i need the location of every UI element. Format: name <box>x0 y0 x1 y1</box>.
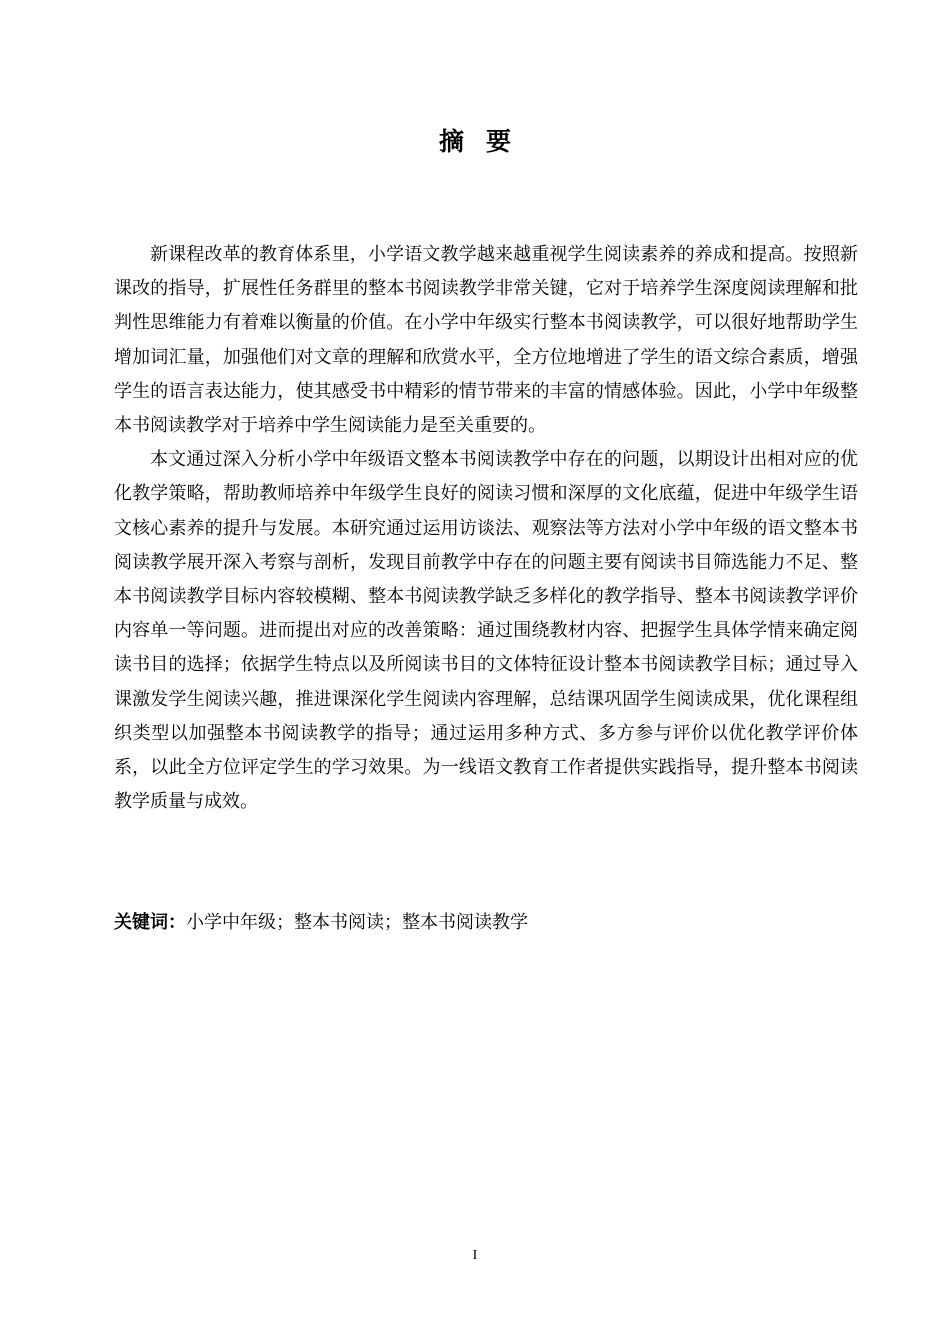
keywords-label: 关键词： <box>114 912 186 933</box>
title-char-2: 要 <box>486 127 512 156</box>
keywords-value: 小学中年级；整本书阅读；整本书阅读教学 <box>186 912 528 933</box>
page-title <box>0 122 950 158</box>
keywords-line <box>114 908 858 938</box>
page-number: I <box>472 1248 478 1263</box>
abstract-paragraph-1: 新课程改革的教育体系里，小学语文教学越来越重视学生阅读素养的养成和提高。按照新课改的指导，扩展性任务群里的整本书阅读教学非常关键，它对于培养学生深度阅读理解和批判性思维能力有着难以衡量的价值。在小学中年级实行整本书阅读教学，可以很好地帮助学生增加词汇量，加强他们对文章的理解和欣赏水平，全方位地增进了学生的语文综合素质，增强学生的语言表达能力，使其感受书中精彩的情节带来的丰富的情感体验。因此，小学中年级整本书阅读教学对于培养中学生阅读能力是至关重要的。 <box>114 244 858 437</box>
abstract-body <box>114 238 858 819</box>
abstract-paragraph-2: 本文通过深入分析小学中年级语文整本书阅读教学中存在的问题，以期设计出相对应的优化教学策略，帮助教师培养中年级学生良好的阅读习惯和深厚的文化底蕴，促进中年级学生语文核心素养的提升与发展。本研究通过运用访谈法、观察法等方法对小学中年级的语文整本书阅读教学展开深入考察与剖析，发现目前教学中存在的问题主要有阅读书目筛选能力不足、整本书阅读教学目标内容较模糊、整本书阅读教学缺乏多样化的教学指导、整本书阅读教学评价内容单一等问题。进而提出对应的改善策略：通过围绕教材内容、把握学生具体学情来确定阅读书目的选择；依据学生特点以及所阅读书目的文体特征设计整本书阅读教学目标；通过导入课激发学生阅读兴趣，推进课深化学生阅读内容理解，总结课巩固学生阅读成果，优化课程组织类型以加强整本书阅读教学的指导；通过运用多种方式、多方参与评价以优化教学评价体系，以此全方位评定学生的学习效果。为一线语文教育工作者提供实践指导，提升整本书阅读教学质量与成效。 <box>114 449 858 813</box>
title-char-1: 摘 <box>438 127 464 156</box>
